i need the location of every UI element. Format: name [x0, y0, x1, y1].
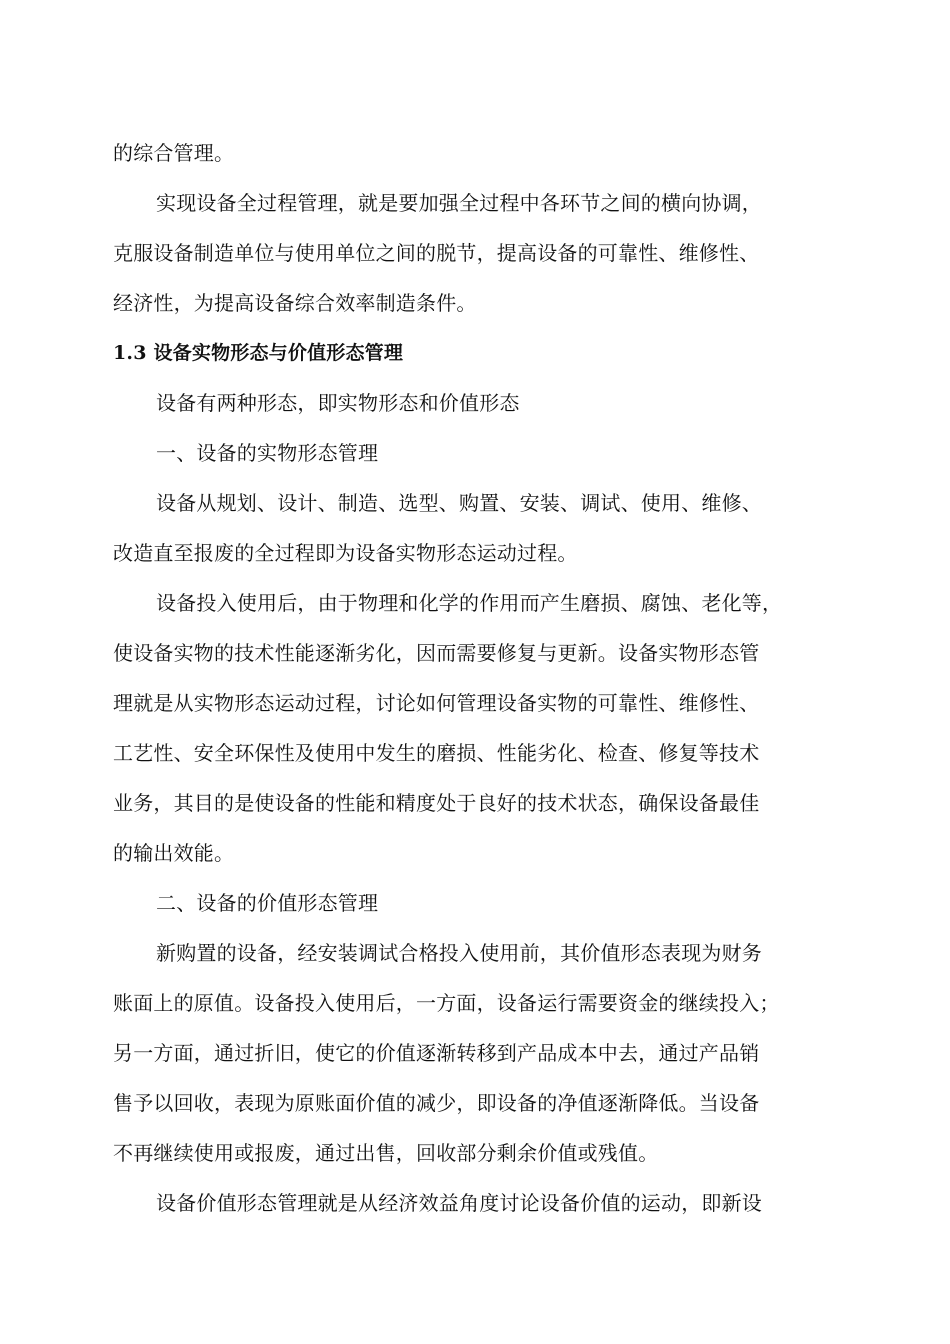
section-heading: 1.3 设备实物形态与价值形态管理 — [113, 342, 404, 364]
paragraph-start: 实现设备全过程管理，就是要加强全过程中各环节之间的横向协调， — [156, 191, 762, 215]
paragraph-start: 设备有两种形态，即实物形态和价值形态 — [156, 391, 520, 415]
document-body — [113, 128, 835, 1228]
paragraph-start: 新购置的设备，经安装调试合格投入使用前，其价值形态表现为财务 — [156, 941, 762, 965]
text-line: 业务，其目的是使设备的性能和精度处于良好的技术状态，确保设备最佳 — [113, 791, 760, 815]
text-line: 工艺性、安全环保性及使用中发生的磨损、性能劣化、检查、修复等技术 — [113, 741, 760, 765]
text-line: 另一方面，通过折旧，使它的价值逐渐转移到产品成本中去，通过产品销 — [113, 1041, 760, 1065]
paragraph-start: 设备从规划、设计、制造、选型、购置、安装、调试、使用、维修、 — [156, 491, 762, 515]
text-line: 使设备实物的技术性能逐渐劣化，因而需要修复与更新。设备实物形态管 — [113, 641, 760, 665]
text-line: 改造直至报废的全过程即为设备实物形态运动过程。 — [113, 541, 578, 565]
paragraph-start: 设备价值形态管理就是从经济效益角度讨论设备价值的运动，即新设 — [156, 1191, 762, 1215]
text-line: 克服设备制造单位与使用单位之间的脱节，提高设备的可靠性、维修性、 — [113, 241, 760, 265]
paragraph-start: 设备投入使用后，由于物理和化学的作用而产生磨损、腐蚀、老化等， — [156, 591, 783, 615]
text-line: 的输出效能。 — [113, 841, 235, 865]
text-line: 经济性，为提高设备综合效率制造条件。 — [113, 291, 477, 315]
text-line: 理就是从实物形态运动过程，讨论如何管理设备实物的可靠性、维修性、 — [113, 691, 760, 715]
text-line: 账面上的原值。设备投入使用后，一方面，设备运行需要资金的继续投入； — [113, 991, 780, 1015]
text-line: 售予以回收，表现为原账面价值的减少，即设备的净值逐渐降低。当设备 — [113, 1091, 760, 1115]
text-line: 不再继续使用或报废，通过出售，回收部分剩余价值或残值。 — [113, 1141, 659, 1165]
text-line: 的综合管理。 — [113, 141, 235, 165]
subsection-title: 二、设备的价值形态管理 — [156, 891, 379, 915]
subsection-title: 一、设备的实物形态管理 — [156, 441, 379, 465]
